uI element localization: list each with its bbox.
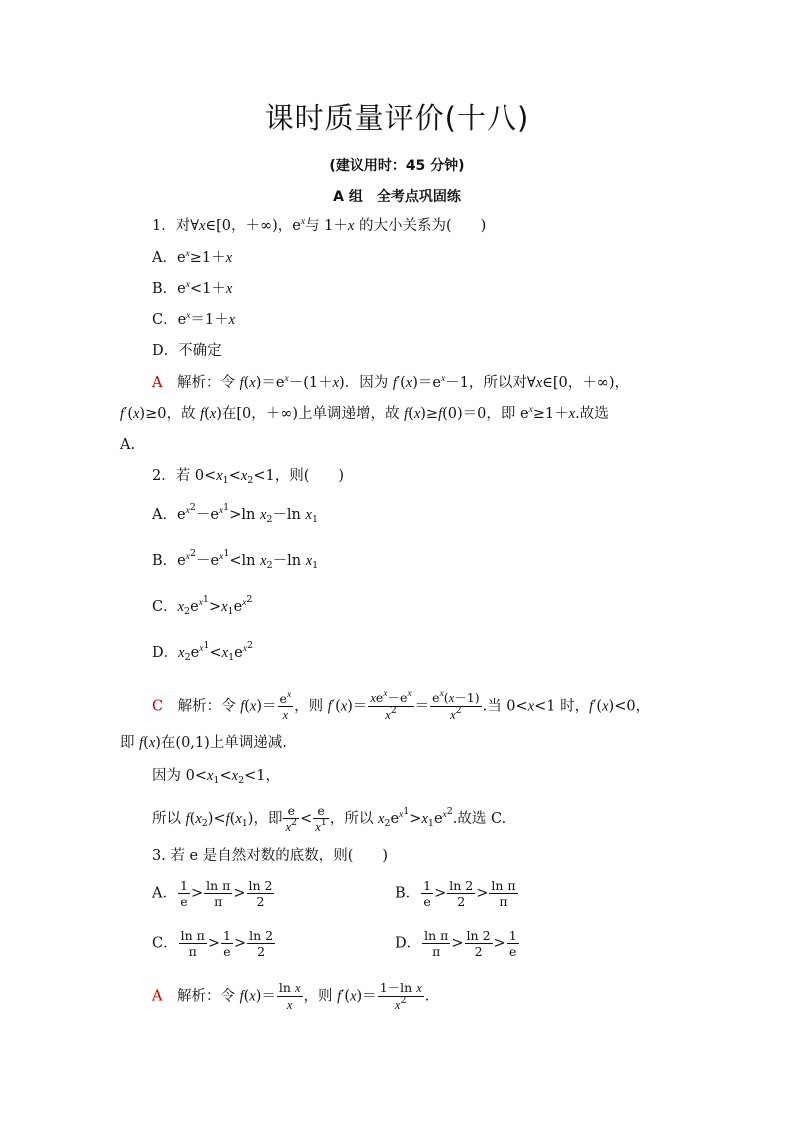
question-3-stem: 3. 若 e 是自然对数的底数，则( ): [152, 848, 389, 864]
question-1-solution-line-2: f′(x)≥0，故 f(x)在[0，＋∞)上单调递增，故 f(x)≥f(0)＝0，即 $e^x\ge 1+x$.故选: [120, 405, 609, 422]
page-title: 课时质量评价(十八): [264, 101, 530, 135]
question-2-solution-line-4: 所以 $f(x_2)<f(x_1)$，即 $\frac{e}{x^2}$ < $\frac{e}{x^1}$ ，所以 $x_2e^{x^1}>x_1e^{x^2}$.故选 C.: [152, 803, 507, 834]
question-3-answer: A: [152, 988, 163, 1005]
question-1-option-a: A．$e^x\ge 1+x$: [152, 249, 233, 266]
question-1-option-b: B．$e^x<1+x$: [152, 280, 233, 297]
question-3-option-c: C． $\frac{\text{ln π}}{\pi}$ > $\frac{1}{e}$ > $\frac{\ln 2}{2}$: [152, 928, 274, 959]
question-2-answer: C: [152, 698, 164, 715]
question-1-stem: 1．对∀x∈[0，＋∞)，$e^x$与 1＋x 的大小关系为( ): [152, 217, 487, 234]
fraction: $\frac{1}{e}$: [179, 878, 188, 909]
question-1-option-c: C．$e^x=1+x$: [152, 311, 236, 328]
fraction: $\frac{xe^x-e^x}{x^2}$: [370, 689, 412, 722]
fraction: $\frac{\ln 2}{2}$: [248, 878, 273, 909]
question-1-answer: A: [152, 375, 163, 391]
question-3-option-d: D． $\frac{\text{ln π}}{\pi}$ > $\frac{\ln 2}{2}$ > $\frac{1}{e}$: [395, 928, 517, 959]
question-2-solution-line-1: C 解析：令 f(x)＝ $\frac{e^x}{x}$ ，则 f′(x)＝ $\frac{xe^x-e^x}{x^2}$ ＝ $\frac{e^x(x-1)}{x^2}$ .当 0<x<1 时，f′(x)<0，: [152, 689, 651, 722]
question-1-solution-line-1: A 解析：令 $f(x)=e^x-(1+x)$．因为 $f'(x)=e^x-1$，所以对∀x∈[0，＋∞)，: [152, 374, 629, 391]
question-1-option-d: D．不确定: [152, 343, 222, 359]
question-2-option-a: A．$e^{x^2}-e^{x^1}>\ln$ $x_2-\ln$ $x_1$: [152, 502, 318, 525]
question-3-solution-line-1: A 解析：令 f(x)＝ $\frac{\text{ln x}}{x}$ ，则 f′(x)＝ $\frac{\text{1－ln x}}{x^2}$ .: [152, 980, 430, 1012]
question-2-solution-line-2: 即 f(x)在(0,1)上单调递减.: [120, 735, 287, 751]
fraction: $\frac{1}{e}$: [508, 928, 517, 959]
question-2-option-c: C．$x_2e^{x^1}>x_1e^{x^2}$: [152, 594, 253, 617]
group-heading: A 组 全考点巩固练: [333, 189, 461, 205]
fraction: $\frac{\ln 2}{2}$: [249, 928, 274, 959]
fraction: $\frac{e^x}{x}$: [279, 689, 292, 722]
question-2-stem: 2．若 $0<x_1<x_2<1$，则( ): [152, 468, 345, 486]
fraction: $\frac{\text{ln π}}{\pi}$: [180, 928, 205, 959]
question-2-option-d: D．$x_2e^{x^1}<x_1e^{x^2}$: [152, 640, 253, 663]
question-3-option-b: B． $\frac{1}{e}$ > $\frac{\ln 2}{2}$ > $\frac{\text{ln π}}{\pi}$: [395, 878, 516, 909]
fraction: $\frac{\text{ln π}}{\pi}$: [424, 928, 449, 959]
fraction: $\frac{1}{e}$: [423, 878, 432, 909]
fraction: $\frac{e}{x^2}$: [285, 803, 298, 834]
question-1-solution-line-3: A.: [120, 437, 136, 453]
question-2-option-b: B．$e^{x^2}-e^{x^1}<\ln$ $x_2-\ln$ $x_1$: [152, 548, 319, 571]
fraction: $\frac{\ln 2}{2}$: [466, 928, 491, 959]
fraction: $\frac{\text{ln π}}{\pi}$: [491, 878, 516, 909]
fraction: $\frac{1}{e}$: [223, 928, 231, 959]
question-2-solution-line-3: 因为 $0<x_1<x_2<1$，: [152, 768, 280, 786]
fraction: $\frac{e^x(x-1)}{x^2}$: [432, 689, 480, 722]
fraction: $\frac{e}{x^1}$: [315, 803, 327, 834]
fraction: $\frac{\text{ln π}}{\pi}$: [206, 878, 231, 909]
question-3-option-a: A． $\frac{1}{e}$ > $\frac{\text{ln π}}{\pi}$ > $\frac{\ln 2}{2}$: [152, 878, 273, 909]
fraction: $\frac{\text{ln x}}{x}$: [278, 980, 301, 1012]
fraction: $\frac{\text{1－ln x}}{x^2}$: [379, 980, 422, 1012]
time-note: (建议用时：45 分钟): [329, 158, 465, 174]
fraction: $\frac{\ln 2}{2}$: [449, 878, 474, 909]
